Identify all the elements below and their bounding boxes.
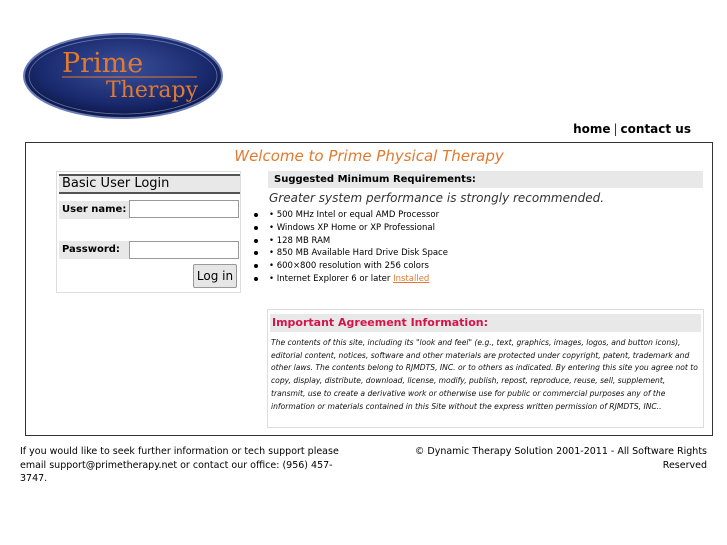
list-item <box>266 209 703 222</box>
username-label: User name: <box>59 201 130 219</box>
requirement-text: • 600×800 resolution with 256 colors <box>269 261 429 272</box>
welcome-heading: Welcome to Prime Physical Therapy <box>234 147 504 165</box>
requirements-panel <box>266 171 703 286</box>
contact-us-link[interactable]: contact us <box>620 122 691 136</box>
agreement-title: Important Agreement Information: <box>270 314 701 332</box>
requirements-title: Suggested Minimum Requirements: <box>268 171 703 188</box>
requirement-text: • 850 MB Available Hard Drive Disk Space <box>269 248 448 259</box>
footer-contact-info: If you would like to seek further information or tech support please email support@primetherapy.net or contact our office: (956) 457-3747. <box>20 446 339 484</box>
username-input[interactable] <box>129 200 239 218</box>
login-button[interactable]: Log in <box>193 264 237 288</box>
agreement-text: The contents of this site, including its "look and feel" (e.g., text, graphics, images, logos, and button icons), editorial content, notices, software and other materials are protected under copyright, patent, trademark and other laws. The contents belong to RJMDTS, INC. or to others as indicated. By entering this site you agree not to copy, display, distribute, download, license, modify, publish, repost, reproduce, reuse, sell, supplement, transmit, use to create a derivative work or otherwise use for public or commercial purposes any of the information or materials contained in this Site without the express written permission of RJMDTS, INC.. <box>271 338 698 411</box>
requirement-text: • 128 MB RAM <box>269 235 331 246</box>
bullet-icon <box>254 226 258 230</box>
list-item <box>266 273 703 286</box>
installed-link[interactable]: Installed <box>393 273 430 284</box>
nav-separator: | <box>613 122 618 136</box>
requirements-subtitle: Greater system performance is strongly recommended. <box>269 191 605 205</box>
bullet-icon <box>254 213 258 217</box>
requirement-text: • 500 MHz Intel or equal AMD Processor <box>269 210 440 220</box>
list-item <box>266 247 703 260</box>
home-link[interactable]: home <box>573 122 611 136</box>
prime-therapy-logo <box>22 32 224 120</box>
bullet-icon <box>254 239 258 243</box>
login-title: Basic User Login <box>59 174 240 194</box>
password-input[interactable] <box>129 241 239 259</box>
password-label: Password: <box>59 241 130 259</box>
logo-line2: Therapy <box>106 78 199 103</box>
main-panel <box>25 142 713 436</box>
agreement-panel <box>267 309 704 428</box>
bullet-icon <box>254 277 258 281</box>
logo-line1: Prime <box>62 48 144 79</box>
requirement-text: • Windows XP Home or XP Professional <box>269 222 435 233</box>
list-item <box>266 260 703 273</box>
list-item <box>266 222 703 235</box>
login-box <box>56 171 241 293</box>
footer-copyright: © Dynamic Therapy Solution 2001-2011 - All Software Rights Reserved <box>414 446 707 471</box>
bullet-icon <box>254 251 258 255</box>
requirement-text: • Internet Explorer 6 or later <box>269 273 391 284</box>
list-item <box>266 235 703 248</box>
top-nav <box>573 122 691 136</box>
bullet-icon <box>254 264 258 268</box>
requirements-list <box>266 209 703 286</box>
